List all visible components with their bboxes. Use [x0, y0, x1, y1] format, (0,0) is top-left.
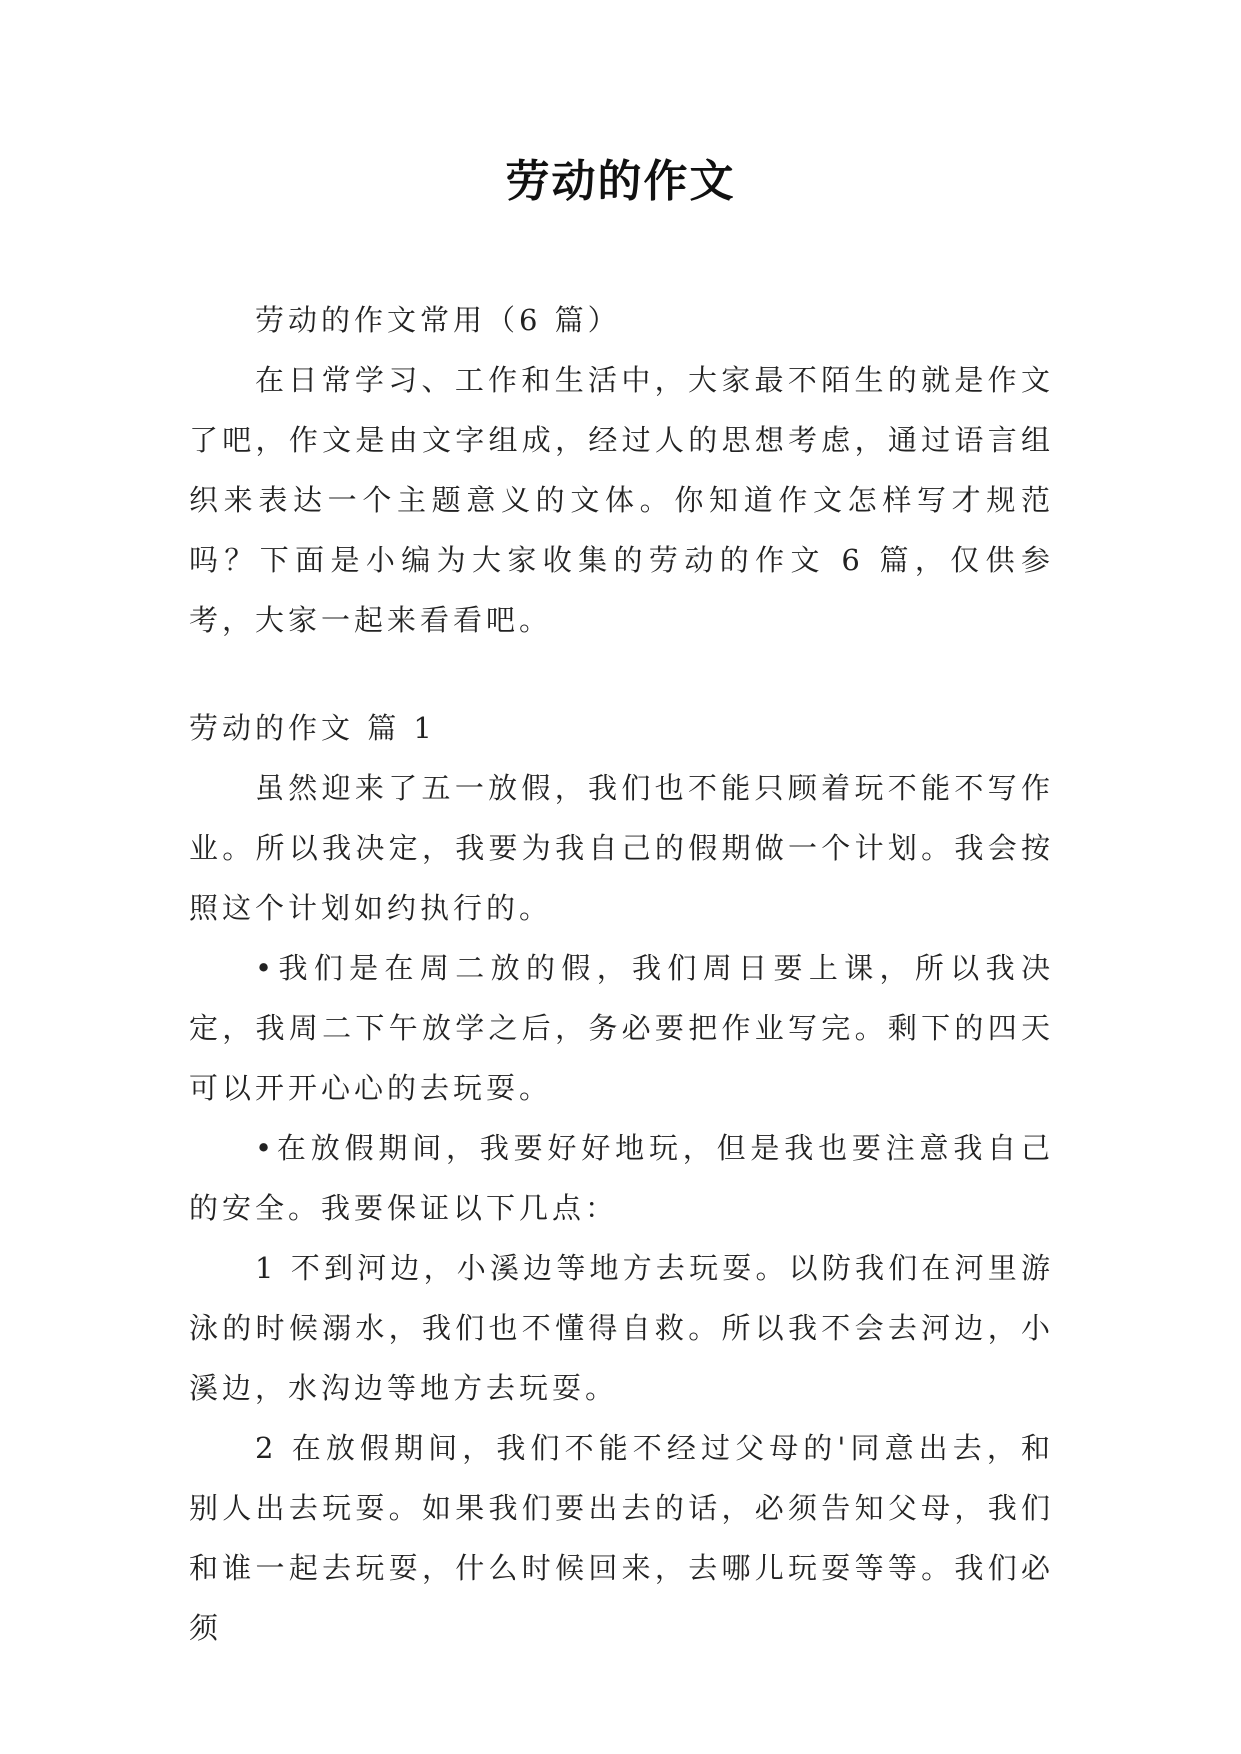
- section-spacer: [189, 650, 1054, 698]
- document-body: [189, 290, 1054, 1658]
- body-paragraph: 1 不到河边，小溪边等地方去玩耍。以防我们在河里游泳的时候溺水，我们也不懂得自救。所以我不会去河边，小溪边，水沟边等地方去玩耍。: [189, 1251, 1054, 1405]
- body-paragraph: 虽然迎来了五一放假，我们也不能只顾着玩不能不写作业。所以我决定，我要为我自己的假期做一个计划。我会按照这个计划如约执行的。: [189, 771, 1054, 925]
- intro-paragraph: 在日常学习、工作和生活中，大家最不陌生的就是作文了吧，作文是由文字组成，经过人的思想考虑，通过语言组织来表达一个主题意义的文体。你知道作文怎样写才规范吗？下面是小编为大家收集的劳动的作文 6 篇，仅供参考，大家一起来看看吧。: [189, 363, 1054, 637]
- body-paragraph: 2 在放假期间，我们不能不经过父母的'同意出去，和别人出去玩耍。如果我们要出去的话，必须告知父母，我们和谁一起去玩耍，什么时候回来，去哪儿玩耍等等。我们必须: [189, 1431, 1054, 1645]
- subtitle: 劳动的作文常用（6 篇）: [255, 303, 621, 337]
- body-paragraph: •在放假期间，我要好好地玩，但是我也要注意我自己的安全。我要保证以下几点：: [189, 1131, 1054, 1225]
- section-heading: 劳动的作文 篇 1: [189, 711, 436, 745]
- page-title: 劳动的作文: [505, 156, 736, 207]
- body-paragraph: •我们是在周二放的假，我们周日要上课，所以我决定，我周二下午放学之后，务必要把作业写完。剩下的四天可以开开心心的去玩耍。: [189, 951, 1054, 1105]
